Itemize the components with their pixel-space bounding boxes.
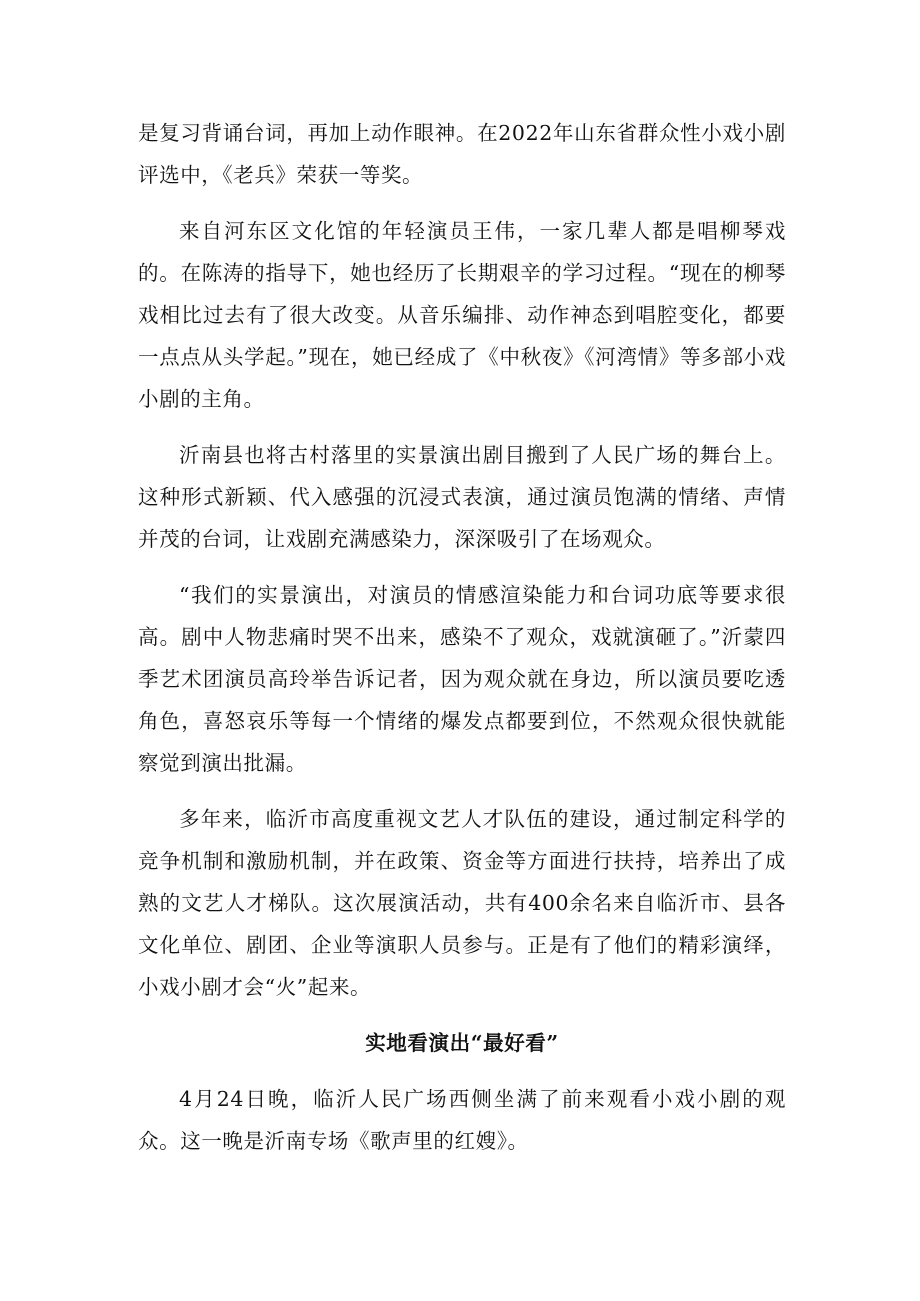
paragraph-gao-lingju-quote: “我们的实景演出，对演员的情感渲染能力和台词功底等要求很高。剧中人物悲痛时哭不出来，感染不了观众，戏就演砸了。”沂蒙四季艺术团演员高玲举告诉记者，因为观众就在身边，所以演员要吃透角色，喜怒哀乐等每一个情绪的爆发点都要到位，不然观众很快就能察觉到演出批漏。	[138, 583, 786, 775]
section-heading: 实地看演出“最好看”	[365, 1031, 559, 1055]
paragraph-wang-wei: 来自河东区文化馆的年轻演员王伟，一家几辈人都是唱柳琴戏的。在陈涛的指导下，她也经历了长期艰辛的学习过程。“现在的柳琴戏相比过去有了很大改变。从音乐编排、动作神态到唱腔变化，都要一点点从头学起。”现在，她已经成了《中秋夜》《河湾情》等多部小戏小剧的主角。	[138, 219, 786, 411]
document-page	[138, 112, 786, 1162]
paragraph-continuation: 是复习背诵台词，再加上动作眼神。在2022年山东省群众性小戏小剧评选中，《老兵》荣获一等奖。	[138, 121, 786, 187]
paragraph-talent-team: 多年来，临沂市高度重视文艺人才队伍的建设，通过制定科学的竞争机制和激励机制，并在政策、资金等方面进行扶持，培养出了成熟的文艺人才梯队。这次展演活动，共有400余名来自临沂市、县各文化单位、剧团、企业等演职人员参与。正是有了他们的精彩演绎，小戏小剧才会“火”起来。	[138, 807, 786, 999]
paragraph-yinan-performance: 沂南县也将古村落里的实景演出剧目搬到了人民广场的舞台上。这种形式新颖、代入感强的沉浸式表演，通过演员饱满的情绪、声情并茂的台词，让戏剧充满感染力，深深吸引了在场观众。	[138, 443, 786, 551]
paragraph-april-24: 4月24日晚，临沂人民广场西侧坐满了前来观看小戏小剧的观众。这一晚是沂南专场《歌声里的红嫂》。	[138, 1087, 786, 1153]
